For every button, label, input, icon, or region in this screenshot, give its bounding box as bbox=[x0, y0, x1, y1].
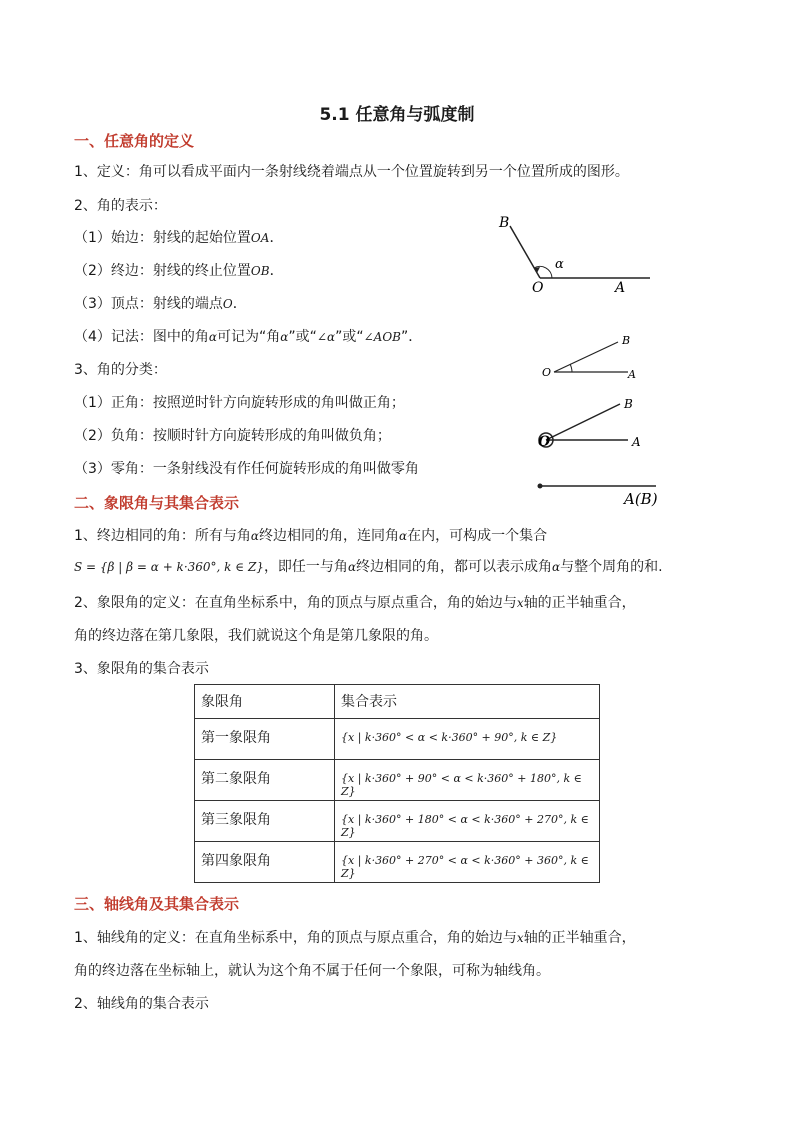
item-math: O bbox=[222, 297, 233, 311]
figure-negative-angle bbox=[530, 392, 650, 452]
table-row bbox=[195, 719, 600, 760]
quadrant-set-cell: {x | k·360° + 270° < α < k·360° + 360°, k ∈ Z} bbox=[335, 842, 600, 883]
table-row bbox=[195, 842, 600, 883]
section-heading-3: 三、轴线角及其集合表示 bbox=[74, 895, 240, 913]
label-a: A bbox=[632, 435, 641, 449]
coterminal-line-1 bbox=[74, 526, 726, 546]
math-alpha: α bbox=[552, 560, 561, 574]
notation-text: ”或“ bbox=[288, 329, 317, 345]
notation-text: 可记为“角 bbox=[217, 329, 281, 345]
label-a: A bbox=[615, 280, 626, 296]
text-segment: 在内，可构成一个集合 bbox=[407, 528, 548, 544]
axis-angle-set-heading: 2、轴线角的集合表示 bbox=[74, 996, 209, 1012]
label-alpha: α bbox=[555, 257, 564, 272]
text-segment: 终边相同的角，连同角 bbox=[259, 528, 400, 544]
item-math: OA bbox=[250, 231, 270, 245]
quadrant-name-cell: 第二象限角 bbox=[195, 760, 335, 801]
math-alpha: α bbox=[250, 529, 260, 543]
classification-heading: 3、角的分类： bbox=[74, 362, 167, 378]
text-segment: 与整个周角的和. bbox=[560, 559, 663, 575]
section-heading-1: 一、任意角的定义 bbox=[74, 132, 195, 150]
item-math: OB bbox=[250, 264, 270, 278]
definition-line: 1、定义：角可以看成平面内一条射线绕着端点从一个位置旋转到另一个位置所成的图形。 bbox=[74, 164, 629, 180]
notation-text: ”或“ bbox=[335, 329, 364, 345]
angle-arc bbox=[570, 364, 572, 372]
text-segment: ，即任一与角 bbox=[263, 559, 348, 575]
section-heading-2: 二、象限角与其集合表示 bbox=[74, 494, 240, 512]
page-title: 5.1 任意角与弧度制 bbox=[319, 105, 475, 125]
quadrant-angle-table bbox=[194, 684, 600, 883]
quadrant-name-cell: 第四象限角 bbox=[195, 842, 335, 883]
quadrant-set-cell: {x | k·360° + 180° < α < k·360° + 270°, k ∈ Z} bbox=[335, 801, 600, 842]
math-alpha: α bbox=[399, 529, 408, 543]
repr-item-initial-side bbox=[74, 228, 283, 248]
table-header-cell: 象限角 bbox=[195, 685, 335, 719]
math-x: x bbox=[516, 931, 524, 945]
figure-angle-aob bbox=[490, 206, 660, 298]
item-text: （1）始边：射线的起始位置 bbox=[74, 230, 251, 246]
quadrant-def-line-2: 角的终边落在第几象限，我们就说这个角是第几象限的角。 bbox=[74, 628, 438, 644]
label-b: B bbox=[499, 215, 510, 231]
quadrant-name-cell: 第一象限角 bbox=[195, 719, 335, 760]
label-ab: A(B) bbox=[624, 490, 658, 508]
label-a: A bbox=[628, 368, 636, 381]
math-alpha: α bbox=[347, 560, 357, 574]
notation-math: ∠AOB bbox=[363, 330, 401, 344]
table-row bbox=[195, 760, 600, 801]
notation-math: ∠α bbox=[316, 330, 336, 344]
figure-positive-angle bbox=[536, 330, 656, 384]
ray-ob bbox=[546, 404, 620, 440]
notation-math: α bbox=[280, 330, 289, 344]
ray-ob bbox=[554, 342, 618, 372]
text-segment: 轴的正半轴重合， bbox=[523, 595, 636, 611]
axis-angle-def-line-1 bbox=[74, 928, 636, 948]
label-o: O bbox=[532, 280, 544, 296]
quadrant-table-heading: 3、象限角的集合表示 bbox=[74, 661, 209, 677]
class-item-negative: （2）负角：按顺时针方向旋转形成的角叫做负角； bbox=[74, 428, 391, 444]
table-header-row bbox=[195, 685, 600, 719]
text-segment: 1、轴线角的定义：在直角坐标系中，角的顶点与原点重合，角的始边与 bbox=[74, 930, 517, 946]
quadrant-set-cell: {x | k·360° < α < k·360° + 90°, k ∈ Z} bbox=[335, 719, 600, 760]
table-row bbox=[195, 801, 600, 842]
table-header-cell: 集合表示 bbox=[335, 685, 600, 719]
label-b: B bbox=[622, 334, 631, 347]
figure-zero-angle bbox=[532, 478, 662, 508]
label-o: O bbox=[538, 434, 551, 450]
coterminal-text bbox=[74, 526, 547, 546]
class-item-zero: （3）零角：一条射线没有作任何旋转形成的角叫做零角 bbox=[74, 461, 419, 477]
quadrant-name-cell: 第三象限角 bbox=[195, 801, 335, 842]
repr-item-vertex bbox=[74, 294, 247, 314]
item-text: （2）终边：射线的终止位置 bbox=[74, 263, 251, 279]
label-o: O bbox=[542, 366, 552, 379]
quadrant-set-cell: {x | k·360° + 90° < α < k·360° + 180°, k ∈ Z} bbox=[335, 760, 600, 801]
repr-item-terminal-side bbox=[74, 261, 284, 281]
quadrant-def-line-1 bbox=[74, 593, 636, 613]
label-b: B bbox=[624, 397, 633, 411]
item-punct: ． bbox=[269, 230, 284, 246]
item-punct: ． bbox=[232, 296, 247, 312]
text-segment: 终边相同的角，都可以表示成角 bbox=[356, 559, 553, 575]
text-segment: 轴的正半轴重合， bbox=[523, 930, 636, 946]
item-text: （3）顶点：射线的端点 bbox=[74, 296, 223, 312]
repr-item-notation bbox=[74, 327, 422, 347]
item-punct: ． bbox=[269, 263, 284, 279]
coterminal-line-2 bbox=[74, 557, 663, 577]
notation-text: ”． bbox=[401, 329, 423, 345]
notation-math: α bbox=[208, 330, 218, 344]
notation-text: （4）记法：图中的角 bbox=[74, 329, 209, 345]
text-segment: 1、终边相同的角：所有与角 bbox=[74, 528, 251, 544]
text-segment: 2、象限角的定义：在直角坐标系中，角的顶点与原点重合，角的始边与 bbox=[74, 595, 517, 611]
class-item-positive: （1）正角：按照逆时针方向旋转形成的角叫做正角； bbox=[74, 395, 405, 411]
axis-angle-def-line-2: 角的终边落在坐标轴上，就认为这个角不属于任何一个象限，可称为轴线角。 bbox=[74, 963, 550, 979]
math-x: x bbox=[516, 596, 524, 610]
coterminal-set-formula: S = {β | β = α + k·360°, k ∈ Z} bbox=[74, 560, 264, 574]
representation-heading: 2、角的表示： bbox=[74, 198, 167, 214]
